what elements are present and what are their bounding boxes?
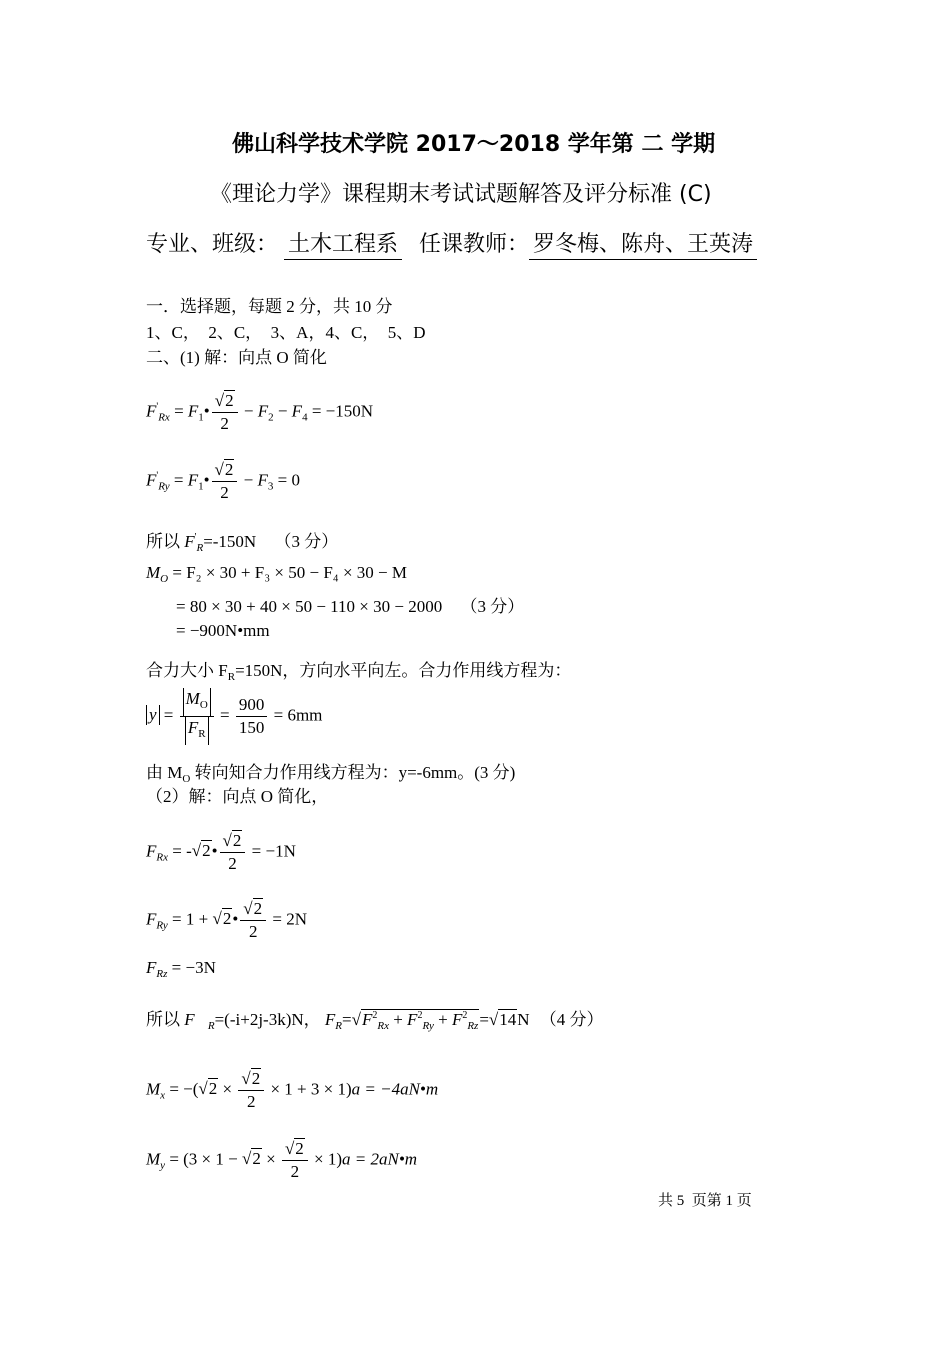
mo-line2-text: = 80 × 30 + 40 × 50 − 110 × 30 − 2000 [176, 597, 443, 616]
resultant-line: 合力大小 $F_R=150N$，方向水平向左。合力作用线方程为： [146, 661, 572, 683]
fr-value: =-150N [203, 532, 257, 551]
my-result: a = 2aN•m [342, 1149, 418, 1169]
section1-heading: 一．选择题，每题 2 分，共 10 分 [146, 297, 393, 316]
vec-prefix: 所以 [146, 1010, 180, 1029]
mo-points: （3 分） [460, 597, 525, 616]
mx-result: a = −4aN•m [351, 1079, 439, 1099]
resultant-text: 合力大小 F [146, 661, 228, 680]
section1-answers: 1、C， 2、C， 3、A，4、C， 5、D [146, 323, 426, 342]
teacher-label: 任课教师： [419, 232, 530, 257]
fry2-equation: $F_{Ry} = 1$ + √2• $\frac{√2}{2}$ = 2N [146, 899, 307, 941]
my-equation: $M_y = (3 \times 1 - √2$ × $\frac{√2}{2}$ × 1)a = 2aN•m [146, 1139, 418, 1181]
frx-result: = −150N [311, 401, 374, 421]
vec-value: =(-i+2j-3k)N， [214, 1010, 321, 1029]
major-label: 专业、班级： [146, 232, 279, 257]
y-equation: y = $\frac{M_O}{F_R}$ = $\frac{900}{150}$ = 6mm [146, 688, 322, 745]
mo-line3: = −900N•mm [176, 621, 270, 640]
fry2-result: = 2N [272, 909, 307, 929]
mx-equation: $M_x = -(√2$ × $\frac{√2}{2}$ × 1 + 3 × 1)a = −4aN•m [146, 1069, 439, 1111]
mo-line2 [176, 592, 524, 617]
frx2-equation: $F_{Rx}$ = -√2• $\frac{√2}{2}$ = −1N [146, 831, 296, 873]
frx2-result: = −1N [251, 841, 296, 861]
mo-line1-text: = F₂ × 30 + F₃ × 50 − F₄ × 30 − M [172, 563, 407, 582]
part2-heading: （2）解：向点 O 简化， [146, 787, 329, 806]
frx-equation: $F'_{Rx}$ = $F_1•$ $\frac{√2}{2}$ − $F_2 - F_4 = -150N$ [146, 391, 374, 433]
part1-heading: 二、(1) 解：向点 O 简化 [146, 348, 327, 367]
mo-line1: $M_O = F_2 \times 30 + F_3 \times 50 - F_4 \times 30 - M$ [146, 563, 407, 585]
page-number: 共 5 页第 1 页 [658, 1193, 752, 1209]
fr-prefix: 所以 [146, 532, 180, 551]
line-eq-tail: 转向知合力作用线方程为：y=-6mm。(3 分) [190, 763, 516, 782]
major-value: 土木工程系 [284, 227, 402, 260]
y-den: 150 [238, 718, 265, 737]
teacher-value: 罗冬梅、陈舟、王英涛 [529, 227, 757, 260]
frz2-equation: $F_{Rz} = -3N$ [146, 958, 216, 980]
fr-points: （3 分） [274, 532, 339, 551]
y-result: = 6mm [273, 705, 323, 725]
fry-equation: $F'_{Ry}$ = $F_1•$ $\frac{√2}{2}$ − $F_3 = 0$ [146, 460, 300, 502]
fr-line: 所以 $F'_R=-150N$ （3 分） [146, 532, 339, 554]
fry-result: = 0 [277, 470, 300, 490]
frz2-result: = −3N [171, 958, 216, 977]
exam-subtitle: 《理论力学》课程期末考试试题解答及评分标准 (C) [210, 182, 712, 207]
line-equation: 由 $M_O$ 转向知合力作用线方程为：y=-6mm。(3 分) [146, 763, 516, 785]
vector-line: 所以 $F⃗_R=(-i+2j-3k)N$， $F_R=√F^2_{Rx} + F^2_{Ry} + F^2_{Rz}=√14N$ （4 分） [146, 1010, 604, 1032]
exam-title: 佛山科学技术学院 2017～2018 学年第 二 学期 [232, 132, 716, 157]
major-teacher-line [146, 227, 757, 260]
resultant-tail: =150N，方向水平向左。合力作用线方程为： [235, 661, 572, 680]
mag-result: N [517, 1010, 530, 1029]
y-num: 900 [236, 694, 268, 717]
mag-points: （4 分） [539, 1010, 604, 1029]
line-eq-text: 由 M [146, 763, 183, 782]
